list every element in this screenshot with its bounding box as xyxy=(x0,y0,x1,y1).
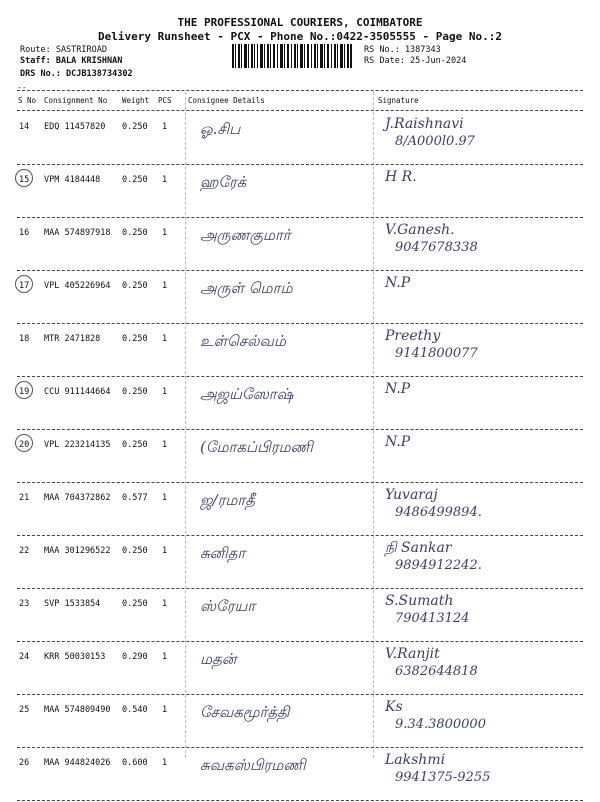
row-sno: 26 xyxy=(19,758,30,768)
signature-handwriting: J.Raishnavi xyxy=(385,116,464,132)
pcs-value: 1 xyxy=(162,122,168,132)
table-row xyxy=(0,644,600,696)
drs-number: DRS No.: DCJB138734302 xyxy=(20,69,133,79)
row-sno: 24 xyxy=(19,652,30,662)
row-divider xyxy=(17,164,583,165)
consignee-handwriting: உள்செல்வம் xyxy=(200,332,287,350)
signature-phone: 9.34.3800000 xyxy=(395,717,486,732)
row-sno: 15 xyxy=(19,175,30,185)
consignee-handwriting: சேவகமூர்த்தி xyxy=(200,703,290,721)
consignee-handwriting: அருணகுமார் xyxy=(200,226,291,244)
pcs-value: 1 xyxy=(162,281,168,291)
weight-value: 0.577 xyxy=(122,493,148,503)
table-row xyxy=(0,591,600,643)
weight-value: 0.250 xyxy=(122,334,148,344)
signature-phone: 6382644818 xyxy=(395,664,478,679)
route-label: Route: SASTRIROAD xyxy=(20,45,107,55)
staff-label: Staff: BALA KRISHNAN xyxy=(20,56,123,66)
consignment-number: KRR 50030153 xyxy=(44,652,106,662)
signature-handwriting: Preethy xyxy=(385,328,441,344)
row-sno: 25 xyxy=(19,705,30,715)
row-sno: 16 xyxy=(19,228,30,238)
consignee-handwriting: மதன் xyxy=(200,650,237,668)
consignee-handwriting: ஜ/ரமாதீ xyxy=(200,491,255,509)
consignment-number: MAA 574897918 xyxy=(44,228,111,238)
runsheet-subtitle: Delivery Runsheet - PCX - Phone No.:0422-3505555 - Page No.:2 xyxy=(98,30,502,43)
company-title: THE PROFESSIONAL COURIERS, COIMBATORE xyxy=(177,16,423,29)
row-sno: 18 xyxy=(19,334,30,344)
consignment-number: MAA 944824026 xyxy=(44,758,111,768)
table-row xyxy=(0,538,600,590)
consignment-number: MAA 704372862 xyxy=(44,493,111,503)
table-row xyxy=(0,432,600,484)
signature-handwriting: Ks xyxy=(385,699,403,715)
table-row xyxy=(0,114,600,166)
signature-phone: 9486499894. xyxy=(395,505,482,520)
consignee-handwriting: ஓ.சிப xyxy=(200,120,241,138)
pcs-value: 1 xyxy=(162,493,168,503)
signature-handwriting: N.P xyxy=(385,275,411,291)
row-divider xyxy=(17,482,583,483)
pcs-value: 1 xyxy=(162,599,168,609)
consignment-number: VPL 405226964 xyxy=(44,281,111,291)
consignee-handwriting: ஹரேக் xyxy=(200,173,247,191)
pcs-value: 1 xyxy=(162,228,168,238)
row-sno: 21 xyxy=(19,493,30,503)
table-row xyxy=(0,379,600,431)
signature-handwriting: S.Sumath xyxy=(385,593,454,609)
table-row xyxy=(0,167,600,219)
row-sno: 19 xyxy=(19,387,30,397)
signature-phone: 9141800077 xyxy=(395,346,478,361)
signature-handwriting: N.P xyxy=(385,381,411,397)
row-divider xyxy=(17,323,583,324)
weight-value: 0.250 xyxy=(122,228,148,238)
signature-handwriting: Yuvaraj xyxy=(385,487,438,503)
table-row xyxy=(0,326,600,378)
consignment-number: VPM 4184448 xyxy=(44,175,101,185)
row-divider xyxy=(17,429,583,430)
consignee-handwriting: சுவகஸ்பிரமணி xyxy=(200,756,306,774)
weight-value: 0.250 xyxy=(122,122,148,132)
weight-value: 0.250 xyxy=(122,440,148,450)
row-divider xyxy=(17,694,583,695)
row-divider xyxy=(17,641,583,642)
table-row xyxy=(0,750,600,802)
weight-value: 0.290 xyxy=(122,652,148,662)
row-divider xyxy=(17,376,583,377)
row-sno: 23 xyxy=(19,599,30,609)
row-sno: 17 xyxy=(19,281,30,291)
consignee-handwriting: அருள் மொம் xyxy=(200,279,293,297)
pcs-value: 1 xyxy=(162,758,168,768)
col-consignment: Consignment No xyxy=(44,96,108,105)
pcs-value: 1 xyxy=(162,546,168,556)
consignee-handwriting: ஸ்ரேயா xyxy=(200,597,256,615)
row-sno: 20 xyxy=(19,440,30,450)
row-sno: 22 xyxy=(19,546,30,556)
row-divider xyxy=(17,217,583,218)
pcs-value: 1 xyxy=(162,387,168,397)
row-divider xyxy=(17,270,583,271)
pcs-value: 1 xyxy=(162,175,168,185)
consignment-number: VPL 223214135 xyxy=(44,440,111,450)
table-row xyxy=(0,485,600,537)
signature-phone: 8/A000l0.97 xyxy=(395,134,475,149)
separator-mark: -- xyxy=(17,83,27,92)
pcs-value: 1 xyxy=(162,440,168,450)
row-divider xyxy=(17,535,583,536)
consignment-number: MTR 2471828 xyxy=(44,334,101,344)
weight-value: 0.540 xyxy=(122,705,148,715)
barcode-icon xyxy=(232,44,352,68)
col-signature: Signature xyxy=(378,96,419,105)
weight-value: 0.250 xyxy=(122,281,148,291)
weight-value: 0.250 xyxy=(122,387,148,397)
col-pcs: PCS xyxy=(158,96,172,105)
weight-value: 0.600 xyxy=(122,758,148,768)
signature-handwriting: நி Sankar xyxy=(385,540,452,556)
row-divider xyxy=(17,747,583,748)
row-sno: 14 xyxy=(19,122,30,132)
table-row xyxy=(0,220,600,272)
pcs-value: 1 xyxy=(162,334,168,344)
table-row xyxy=(0,697,600,749)
pcs-value: 1 xyxy=(162,652,168,662)
consignment-number: MAA 301296522 xyxy=(44,546,111,556)
header-divider xyxy=(17,90,583,91)
weight-value: 0.250 xyxy=(122,175,148,185)
weight-value: 0.250 xyxy=(122,599,148,609)
weight-value: 0.250 xyxy=(122,546,148,556)
consignment-number: EDQ 11457820 xyxy=(44,122,106,132)
signature-handwriting: Lakshmi xyxy=(385,752,446,768)
consignment-number: SVP 1533854 xyxy=(44,599,101,609)
signature-handwriting: V.Ganesh. xyxy=(385,222,455,238)
column-divider xyxy=(17,110,583,111)
rs-number: RS No.: 1387343 xyxy=(364,45,441,55)
signature-phone: 9894912242. xyxy=(395,558,482,573)
table-row xyxy=(0,273,600,325)
signature-phone: 9941375-9255 xyxy=(395,770,491,785)
col-weight: Weight xyxy=(122,96,150,105)
consignment-number: MAA 574809490 xyxy=(44,705,111,715)
signature-handwriting: N.P xyxy=(385,434,411,450)
row-divider xyxy=(17,800,583,801)
col-sno: S No xyxy=(18,96,37,105)
signature-handwriting: H R. xyxy=(385,169,417,185)
signature-phone: 790413124 xyxy=(395,611,470,626)
signature-handwriting: V.Ranjit xyxy=(385,646,440,662)
pcs-value: 1 xyxy=(162,705,168,715)
signature-phone: 9047678338 xyxy=(395,240,478,255)
consignee-handwriting: (மோகப்பிரமணி xyxy=(200,438,313,456)
consignment-number: CCU 911144664 xyxy=(44,387,111,397)
col-consignee: Consignee Details xyxy=(188,96,265,105)
consignee-handwriting: அஜய்ஸோஷ் xyxy=(200,385,294,403)
rs-date: RS Date: 25-Jun-2024 xyxy=(364,56,467,66)
consignee-handwriting: சுனிதா xyxy=(200,544,246,562)
row-divider xyxy=(17,588,583,589)
